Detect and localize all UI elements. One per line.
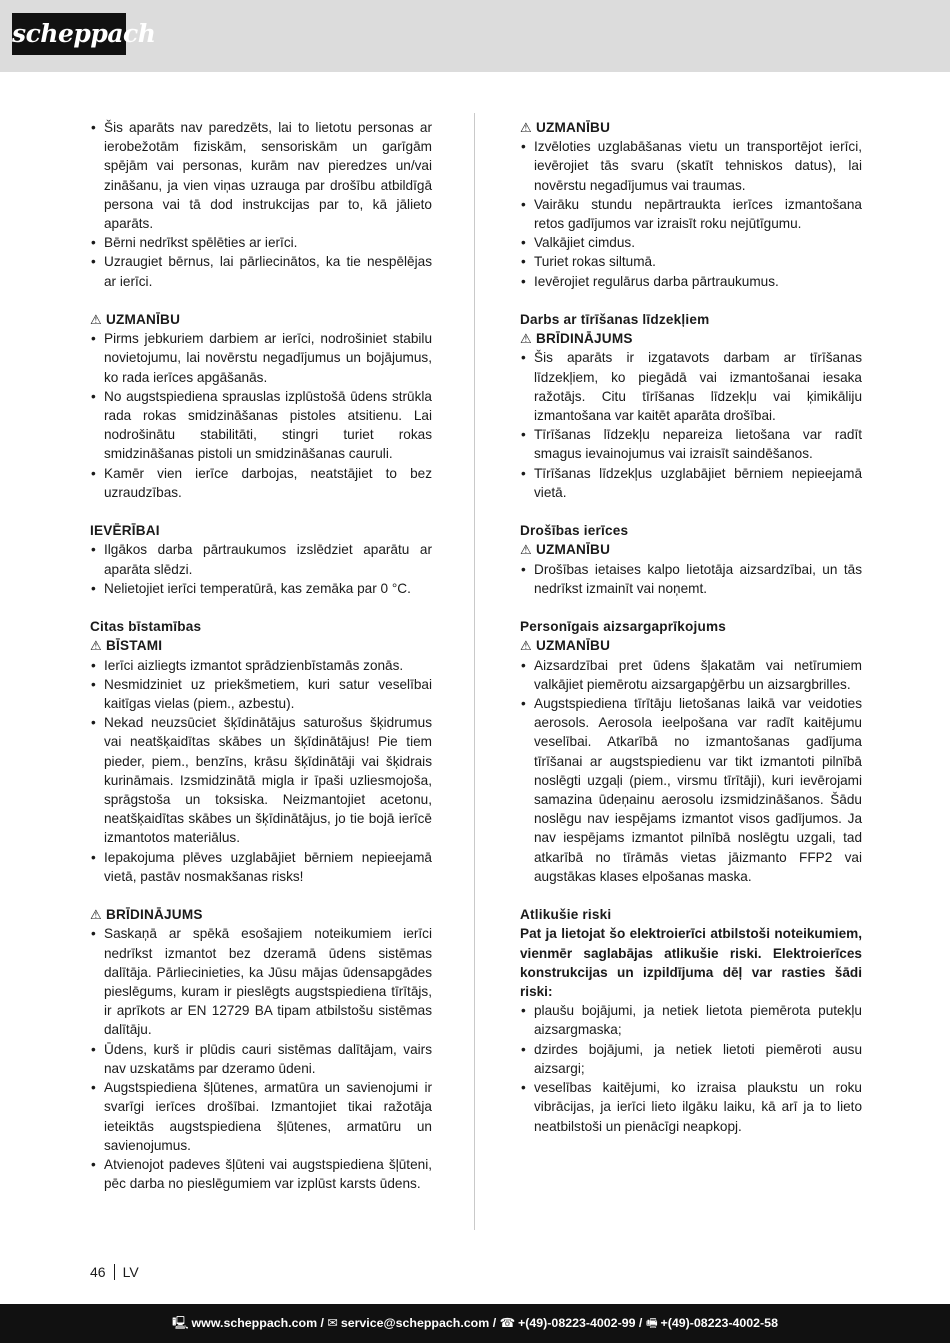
list-item: • Ilgākos darba pārtraukumos izslēdziet aparātu ar aparāta slēdzi. bbox=[90, 540, 432, 578]
list-item: • Kamēr vien ierīce darbojas, neatstājiet to bez uzraudzības. bbox=[90, 464, 432, 502]
warning-list bbox=[90, 924, 432, 1193]
footer-separator: / bbox=[317, 1316, 328, 1330]
envelope-icon: ✉ bbox=[327, 1316, 338, 1330]
section-title: Citas bīstamības bbox=[90, 619, 202, 635]
caution-section bbox=[90, 310, 432, 502]
scheppach-logo: scheppach bbox=[12, 13, 126, 55]
list-item: • Šis aparāts nav paredzēts, lai to lietotu personas ar ierobežotām fiziskām, sensoriskām un garīgām spējām vai personas, kurām nav pieredzes un/vai zināšanu, ja vien viņas uzrauga par drošību atbildīgā persona vai tā dod instrukcijas par to, kā jālieto aparāts. bbox=[90, 118, 432, 233]
footer-email-link[interactable]: service@scheppach.com bbox=[340, 1316, 490, 1330]
footer-fax: +(49)-08223-4002-58 bbox=[660, 1316, 778, 1330]
section-title: Drošības ierīces bbox=[520, 523, 629, 539]
caution-list bbox=[520, 560, 862, 598]
page-language: LV bbox=[122, 1264, 139, 1280]
phone-icon: ☎ bbox=[499, 1316, 516, 1330]
list-item: • Ierīci aizliegts izmantot sprādzienbīstamās zonās. bbox=[90, 656, 432, 675]
notice-list bbox=[90, 540, 432, 598]
section-title: Darbs ar tīrīšanas līdzekļiem bbox=[520, 312, 710, 328]
safety-devices-section bbox=[520, 521, 862, 598]
warning-triangle-icon: ⚠ bbox=[520, 542, 532, 558]
page-number bbox=[90, 1264, 139, 1280]
page-number-separator bbox=[114, 1264, 115, 1280]
header-bar bbox=[0, 0, 950, 72]
warning-section bbox=[90, 905, 432, 1193]
caution-label: UZMANĪBU bbox=[106, 312, 181, 328]
caution-section bbox=[520, 118, 862, 291]
list-item: • Šis aparāts ir izgatavots darbam ar tīrīšanas līdzekļiem, ko piegādā vai izmantošanai iesaka ražotājs. Citu tīrīšanas līdzekļu vai ķimikāliju izmantošana var kaitēt aparāta drošībai. bbox=[520, 348, 862, 425]
ppe-section bbox=[520, 617, 862, 886]
caution-list bbox=[520, 137, 862, 291]
residual-risks-section bbox=[520, 905, 862, 1135]
caution-label: UZMANĪBU bbox=[536, 542, 611, 558]
list-item: • Izvēloties uzglabāšanas vietu un transportējot ierīci, ievērojiet tās svaru (skatīt tehniskos datus), lai novērstu negadījumus vai traumas. bbox=[520, 137, 862, 195]
warning-triangle-icon: ⚠ bbox=[520, 120, 532, 135]
list-item: • plaušu bojājumi, ja netiek lietota piemērota putekļu aizsargmaska; bbox=[520, 1001, 862, 1039]
list-item: • Saskaņā ar spēkā esošajiem noteikumiem ierīci nedrīkst izmantot bez dzeramā ūdens sistēmas dalītāja. Pārliecinieties, ka Jūsu mājas ūdensapgādes pieslēgums, kuram ir pieslēgts augstspiediena tīrītājs, ir aprīkots ar EN 12729 BA tipam atbilstošu sistēmas dalītāju. bbox=[90, 924, 432, 1039]
caution-label: UZMANĪBU bbox=[536, 638, 611, 654]
list-item: • Augstspiediena tīrītāju lietošanas laikā var veidoties aerosols. Aerosola ieelpošana var radīt kaitējumu veselībai. Atkarībā no izmantošanas gadījuma tīrīšanai ar augstspiedienu var tikt izmantoti pilnībā noslēgti uzgaļi (piem., virsmu tīrītāji), kuri ievērojami samazina ūdeņainu aerosolu izsmidzināšanos. Šādu noslēgu nav iespējams izmantot visos gadījumos. Ja nav iespējams izmantot pilnībā noslēgtu uzgali, tad atkarībā no tīrāmās vietas jāizmanto FFP2 vai augstākas klases elpošanas maska. bbox=[520, 694, 862, 886]
cleaning-agents-section bbox=[520, 310, 862, 502]
footer-phone[interactable]: +(49)-08223-4002-99 bbox=[518, 1316, 636, 1330]
list-item: • Tīrīšanas līdzekļu nepareiza lietošana var radīt smagus ievainojumus vai izraisīt saindēšanos. bbox=[520, 425, 862, 463]
list-item: • Nesmidziniet uz priekšmetiem, kuri satur veselībai kaitīgas vielas (piem., azbestu). bbox=[90, 675, 432, 713]
list-item: • Uzraugiet bērnus, lai pārliecinātos, ka tie nespēlējas ar ierīci. bbox=[90, 252, 432, 290]
list-item: • Vairāku stundu nepārtraukta ierīces izmantošana retos gadījumos var izraisīt roku nejūtīgumu. bbox=[520, 195, 862, 233]
warning-heading bbox=[90, 905, 432, 924]
warning-list bbox=[520, 348, 862, 502]
caution-heading bbox=[520, 540, 862, 559]
caution-list bbox=[520, 656, 862, 886]
warning-label: BRĪDINĀJUMS bbox=[536, 331, 633, 347]
warning-heading bbox=[520, 329, 862, 348]
footer-bar bbox=[0, 1304, 950, 1343]
column-divider bbox=[474, 113, 475, 1230]
risk-list bbox=[520, 1001, 862, 1135]
list-item: • veselības kaitējumi, ko izraisa plaukstu un roku vibrācijas, ja ierīci lieto ilgāku laiku, kā arī ja to lieto neatbilstoši un pienācīgi neapkopj. bbox=[520, 1078, 862, 1136]
right-column bbox=[520, 118, 862, 1136]
danger-list bbox=[90, 656, 432, 886]
list-item: • Iepakojuma plēves uzglabājiet bērniem nepieejamā vietā, pastāv nosmakšanas risks! bbox=[90, 848, 432, 886]
list-item: • Ūdens, kurš ir plūdis cauri sistēmas dalītājam, vairs nav uzskatāms par dzeramo ūdeni. bbox=[90, 1040, 432, 1078]
warning-triangle-icon: ⚠ bbox=[90, 312, 102, 328]
intro-section bbox=[90, 118, 432, 291]
warning-triangle-icon: ⚠ bbox=[90, 907, 102, 923]
caution-label: UZMANĪBU bbox=[536, 120, 611, 135]
other-hazards-section bbox=[90, 617, 432, 886]
residual-risks-lead: Pat ja lietojat šo elektroierīci atbilstoši noteikumiem, vienmēr saglabājas atlikušie riski. Elektroierīces konstrukcijas un izpildījuma dēļ var rasties šādi riski: bbox=[520, 926, 862, 1000]
list-item: • Valkājiet cimdus. bbox=[520, 233, 862, 252]
computer-icon: 🖳 bbox=[172, 1316, 189, 1330]
list-item: • Nelietojiet ierīci temperatūrā, kas zemāka par 0 °C. bbox=[90, 579, 432, 598]
list-item: • Pirms jebkuriem darbiem ar ierīci, nodrošiniet stabilu novietojumu, lai novērstu negadījumus un bojājumus, ko rada ierīces apgāšanās. bbox=[90, 329, 432, 387]
caution-heading bbox=[520, 118, 862, 137]
warning-triangle-icon: ⚠ bbox=[520, 638, 532, 654]
warning-triangle-icon: ⚠ bbox=[90, 638, 102, 654]
list-item: • Ievērojiet regulārus darba pārtraukumus. bbox=[520, 272, 862, 291]
list-item: • Drošības ietaises kalpo lietotāja aizsardzībai, un tās nedrīkst izmainīt vai noņemt. bbox=[520, 560, 862, 598]
left-column bbox=[90, 118, 432, 1193]
warning-triangle-icon: ⚠ bbox=[520, 331, 532, 347]
notice-heading: IEVĒRĪBAI bbox=[90, 523, 160, 539]
warning-label: BRĪDINĀJUMS bbox=[106, 907, 203, 923]
danger-heading bbox=[90, 636, 432, 655]
page-number-value: 46 bbox=[90, 1264, 106, 1280]
intro-list bbox=[90, 118, 432, 291]
list-item: • Aizsardzībai pret ūdens šļakatām vai netīrumiem valkājiet piemērotu aizsargapģērbu un aizsargbrilles. bbox=[520, 656, 862, 694]
list-item: • No augstspiediena sprauslas izplūstošā ūdens strūkla rada rokas smidzināšanas pistoles atsitienu. Lai nodrošinātu stabilitāti, stingri turiet rokas smidzināšanas pistoli un smidzināšanas cauruli. bbox=[90, 387, 432, 464]
list-item: • Atvienojot padeves šļūteni vai augstspiediena šļūteni, pēc darba no pieslēgumiem var izplūst karsts ūdens. bbox=[90, 1155, 432, 1193]
notice-section bbox=[90, 521, 432, 598]
list-item: • Bērni nedrīkst spēlēties ar ierīci. bbox=[90, 233, 432, 252]
section-title: Personīgais aizsargaprīkojums bbox=[520, 619, 727, 635]
caution-list bbox=[90, 329, 432, 502]
list-item: • Augstspiediena šļūtenes, armatūra un savienojumi ir svarīgi ierīces drošībai. Izmantojiet tikai ražotāja ieteiktās augstspiediena šļūtenes, armatūru un savienojumus. bbox=[90, 1078, 432, 1155]
list-item: • dzirdes bojājumi, ja netiek lietoti piemēroti ausu aizsargi; bbox=[520, 1040, 862, 1078]
footer-web-link[interactable]: www.scheppach.com bbox=[191, 1316, 318, 1330]
list-item: • Turiet rokas siltumā. bbox=[520, 252, 862, 271]
caution-heading bbox=[90, 310, 432, 329]
list-item: • Tīrīšanas līdzekļus uzglabājiet bērniem nepieejamā vietā. bbox=[520, 464, 862, 502]
section-title: Atlikušie riski bbox=[520, 907, 612, 923]
fax-icon: 🖷 bbox=[645, 1316, 658, 1330]
list-item: • Nekad neuzsūciet šķīdinātājus saturošus šķidrumus vai neatšķaidītas skābes un šķīdinātājus! Pie tiem pieder, piem., benzīns, krāsu šķīdinātāji vai šķidrais kurināmais. Izsmidzinātā migla ir īpaši uzliesmojoša, sprāgstoša un toksiska. Neizmantojiet acetonu, neatšķaidītas skābes un šķīdinātājus, jo tie bojā ierīcē izmantotos materiālus. bbox=[90, 713, 432, 847]
footer-separator: / bbox=[635, 1316, 646, 1330]
danger-label: BĪSTAMI bbox=[106, 638, 163, 654]
footer-separator: / bbox=[489, 1316, 500, 1330]
caution-heading bbox=[520, 636, 862, 655]
